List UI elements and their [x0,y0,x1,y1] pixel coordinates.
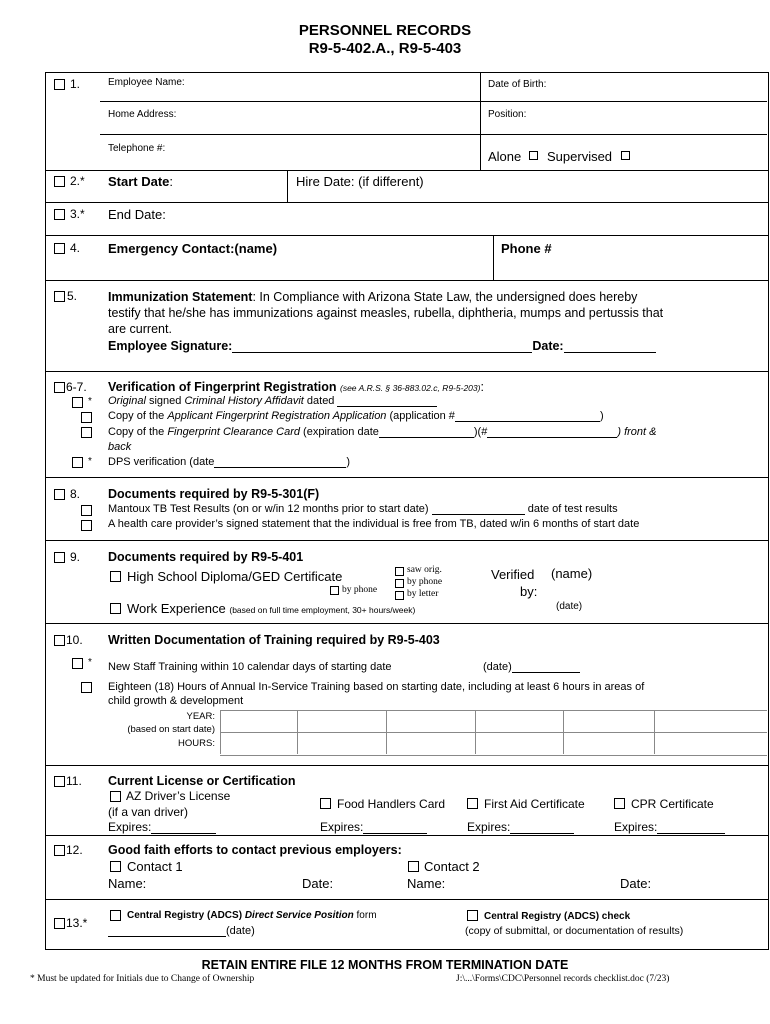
emergency-phone-label: Phone # [501,241,552,256]
immunization-text-2: testify that he/she has immunizations against measles, rubella, diphtheria, mumps and pertussis that [108,306,664,320]
training-grid-cell[interactable] [475,710,476,754]
mantoux-date-line[interactable] [432,504,525,515]
central-registry-form-label: Central Registry (ADCS) [127,910,245,921]
work-experience-note: (based on full time employment, 30+ hours/week) [229,605,416,615]
verified-date-label: (date) [556,601,583,612]
item-4-number: 4. [70,241,81,255]
footer-note: * Must be updated for Initials due to Change of Ownership [30,974,255,984]
central-registry-form-word: form [353,910,377,921]
item-11-number: 11. [66,774,82,788]
mantoux-label: Mantoux TB Test Results (on or w/in 12 months prior to start date) [108,503,429,515]
annual-training-label-2: child growth & development [108,695,244,707]
dps-label: DPS verification (date [108,456,215,468]
divider [45,371,768,372]
clearance-expiration-line[interactable] [379,427,474,438]
item-12-number: 12. [66,843,83,857]
affidavit-name: Criminal History Affidavit [184,395,304,407]
az-expires-line[interactable] [151,822,216,834]
position-label: Position: [488,109,527,120]
van-driver-label: (if a van driver) [108,805,189,819]
item-13-checkbox[interactable] [54,918,65,929]
supervised-checkbox[interactable] [621,151,630,160]
affidavit-dated: dated [303,395,338,407]
tb-statement-label: A health care provider’s signed statement that the individual is free from TB, dated w/in 6 months of start date [108,518,640,530]
food-expires-label: Expires: [320,820,364,834]
divider [45,170,768,171]
item-1-checkbox[interactable] [54,79,65,90]
cpr-checkbox[interactable] [614,798,625,809]
training-grid-cell[interactable] [297,710,298,754]
education-docs-title: Documents required by R9-5-401 [108,550,304,564]
food-expires-line[interactable] [363,822,427,834]
central-registry-check-note: (copy of submittal, or documentation of results) [465,925,684,937]
training-hours-label: HOURS: [178,738,215,749]
divider [45,623,768,624]
az-license-checkbox[interactable] [110,791,121,802]
training-grid-cell[interactable] [563,710,564,754]
application-checkbox[interactable] [81,412,92,423]
saw-original-label: saw orig. [407,565,442,575]
clearance-card-name: Fingerprint Clearance Card [167,426,300,438]
dps-date-line[interactable] [214,457,346,468]
item-8-checkbox[interactable] [54,489,65,500]
contact-1-label: Contact 1 [127,859,183,874]
first-aid-label: First Aid Certificate [484,797,585,811]
divider [480,72,481,170]
affidavit-checkbox[interactable] [72,397,83,408]
divider [45,540,768,541]
diploma-label: High School Diploma/GED Certificate [127,569,343,584]
home-address-label: Home Address: [108,109,177,120]
contact-2-label: Contact 2 [424,859,480,874]
cpr-label: CPR Certificate [631,797,714,811]
work-experience-checkbox[interactable] [110,603,121,614]
training-grid-cell[interactable] [654,710,655,754]
application-name: Applicant Fingerprint Registration Application [167,410,387,422]
work-phone-label: by phone [342,585,378,595]
annual-training-label-1: Eighteen (18) Hours of Annual In-Service Training based on starting date, including at least 6 hours in areas of [108,681,645,693]
item-5-checkbox[interactable] [54,291,65,302]
clearance-back: back [108,441,132,453]
new-staff-training-label: New Staff Training within 10 calendar days of starting date [108,661,392,673]
first-aid-expires-label: Expires: [467,820,511,834]
divider [100,134,767,135]
new-staff-training-checkbox[interactable] [72,658,83,669]
cpr-expires-label: Expires: [614,820,658,834]
item-12-checkbox[interactable] [54,845,65,856]
saw-original-checkbox[interactable] [395,567,404,576]
alone-label: Alone [488,149,522,164]
contact-2-name-label: Name: [407,876,446,891]
clearance-expiration-label: (expiration date [300,426,379,438]
item-9-checkbox[interactable] [54,552,65,563]
item-1-number: 1. [70,77,81,91]
fingerprint-title: Verification of Fingerprint Registration [108,380,337,394]
item-10-checkbox[interactable] [54,635,65,646]
diploma-checkbox[interactable] [110,571,121,582]
training-grid [220,710,767,756]
affidavit-date-line[interactable] [337,396,437,407]
divider [45,235,768,236]
central-registry-form-checkbox[interactable] [110,910,121,921]
clearance-copy: Copy of the [108,426,168,438]
new-staff-date-line[interactable] [512,662,580,673]
tb-statement-checkbox[interactable] [81,520,92,531]
central-registry-check-label: Central Registry (ADCS) check [484,911,631,922]
item-9-number: 9. [70,550,81,564]
divider [45,280,768,281]
contact-2-checkbox[interactable] [408,861,419,872]
divider [45,899,768,900]
fingerprint-ref: (see A.R.S. § 36-883.02.c, R9-5-203) [339,383,481,393]
training-year-label: YEAR: [186,711,215,722]
work-experience-label: Work Experience [127,601,226,616]
hire-date-label: Hire Date: (if different) [296,174,424,189]
affidavit-star: * [88,396,92,407]
item-3-checkbox[interactable] [54,209,65,220]
tb-docs-title: Documents required by R9-5-301(F) [108,487,320,501]
previous-employers-title: Good faith efforts to contact previous employers: [108,843,402,857]
verified-name-label: (name) [551,566,593,581]
food-handlers-checkbox[interactable] [320,798,331,809]
clearance-number-line[interactable] [487,427,617,438]
cpr-expires-line[interactable] [657,822,725,834]
central-registry-position: Direct Service Position [244,910,354,921]
divider [45,202,768,203]
divider [45,835,768,836]
license-title: Current License or Certification [108,774,296,788]
signature-line[interactable] [232,340,532,353]
clearance-front-back: ) front & [617,426,657,438]
signature-date-line[interactable] [564,340,656,353]
immunization-text-3: are current. [108,322,172,336]
application-copy: Copy of the [108,410,168,422]
verified-by-label: by: [520,584,538,599]
central-registry-check-checkbox[interactable] [467,910,478,921]
dps-checkbox[interactable] [72,457,83,468]
az-license-label: AZ Driver’s License [126,789,231,803]
first-aid-expires-line[interactable] [510,822,574,834]
divider [45,765,768,766]
divider [45,477,768,478]
central-registry-date-line[interactable] [108,926,226,937]
immunization-text-1: : In Compliance with Arizona State Law, the undersigned does hereby [252,290,638,304]
end-date-label: End Date: [108,207,166,222]
item-2-number: 2.* [70,174,85,188]
affidavit-signed: signed [145,395,185,407]
divider [287,170,288,202]
contact-1-name-label: Name: [108,876,147,891]
start-date-label: Start Date [108,174,170,189]
training-based-label: (based on start date) [127,724,215,735]
item-3-number: 3.* [70,207,85,221]
dps-star: * [88,456,92,467]
divider [493,235,494,280]
employee-signature-label: Employee Signature: [108,339,233,353]
affidavit-original: Original [108,395,146,407]
clearance-number-label: )(# [473,426,488,438]
verify-phone-checkbox[interactable] [395,579,404,588]
annual-training-checkbox[interactable] [81,682,92,693]
first-aid-checkbox[interactable] [467,798,478,809]
immunization-label: Immunization Statement [108,290,253,304]
work-phone-checkbox[interactable] [330,586,339,595]
divider [100,101,767,102]
training-grid-divider [220,732,767,733]
training-title: Written Documentation of Training required by R9-5-403 [108,633,440,647]
employee-name-label: Employee Name: [108,77,185,88]
retain-notice: RETAIN ENTIRE FILE 12 MONTHS FROM TERMINATION DATE [201,958,569,972]
item-10-number: 10. [66,633,83,647]
alone-checkbox[interactable] [529,151,538,160]
verify-phone-label: by phone [407,577,443,587]
item-4-checkbox[interactable] [54,243,65,254]
item-13-number: 13.* [66,916,88,930]
signature-date-label: Date: [532,339,564,353]
telephone-label: Telephone #: [108,143,166,154]
contact-1-checkbox[interactable] [110,861,121,872]
food-handlers-label: Food Handlers Card [337,797,446,811]
emergency-contact-label: Emergency Contact:(name) [108,241,278,256]
new-staff-star: * [88,657,92,668]
central-registry-date-label: (date) [226,925,255,937]
item-11-checkbox[interactable] [54,776,65,787]
supervised-label: Supervised [547,149,613,164]
item-8-number: 8. [70,487,81,501]
contact-1-date-label: Date: [302,876,334,891]
mantoux-date-label: date of test results [527,503,618,515]
item-6-7-number: 6-7. [66,380,87,394]
application-number-label: (application # [386,410,455,422]
item-2-checkbox[interactable] [54,176,65,187]
footer-path: J:\...\Forms\CDC\Personnel records checklist.doc (7/23) [456,974,670,984]
application-number-line[interactable] [455,411,600,422]
page-title: PERSONNEL RECORDS [298,22,472,39]
verified-label: Verified [491,567,535,582]
mantoux-checkbox[interactable] [81,505,92,516]
page-subtitle: R9-5-402.A., R9-5-403 [308,40,462,57]
training-grid-cell[interactable] [220,710,221,754]
item-5-number: 5. [67,289,78,303]
new-staff-date-label: (date) [483,661,512,673]
contact-2-date-label: Date: [620,876,652,891]
start-date-colon: : [169,174,174,189]
clearance-card-checkbox[interactable] [81,427,92,438]
training-grid-cell[interactable] [386,710,387,754]
dob-label: Date of Birth: [488,79,547,90]
verify-letter-checkbox[interactable] [395,591,404,600]
verify-letter-label: by letter [407,589,439,599]
az-expires-label: Expires: [108,820,152,834]
item-6-7-checkbox[interactable] [54,382,65,393]
